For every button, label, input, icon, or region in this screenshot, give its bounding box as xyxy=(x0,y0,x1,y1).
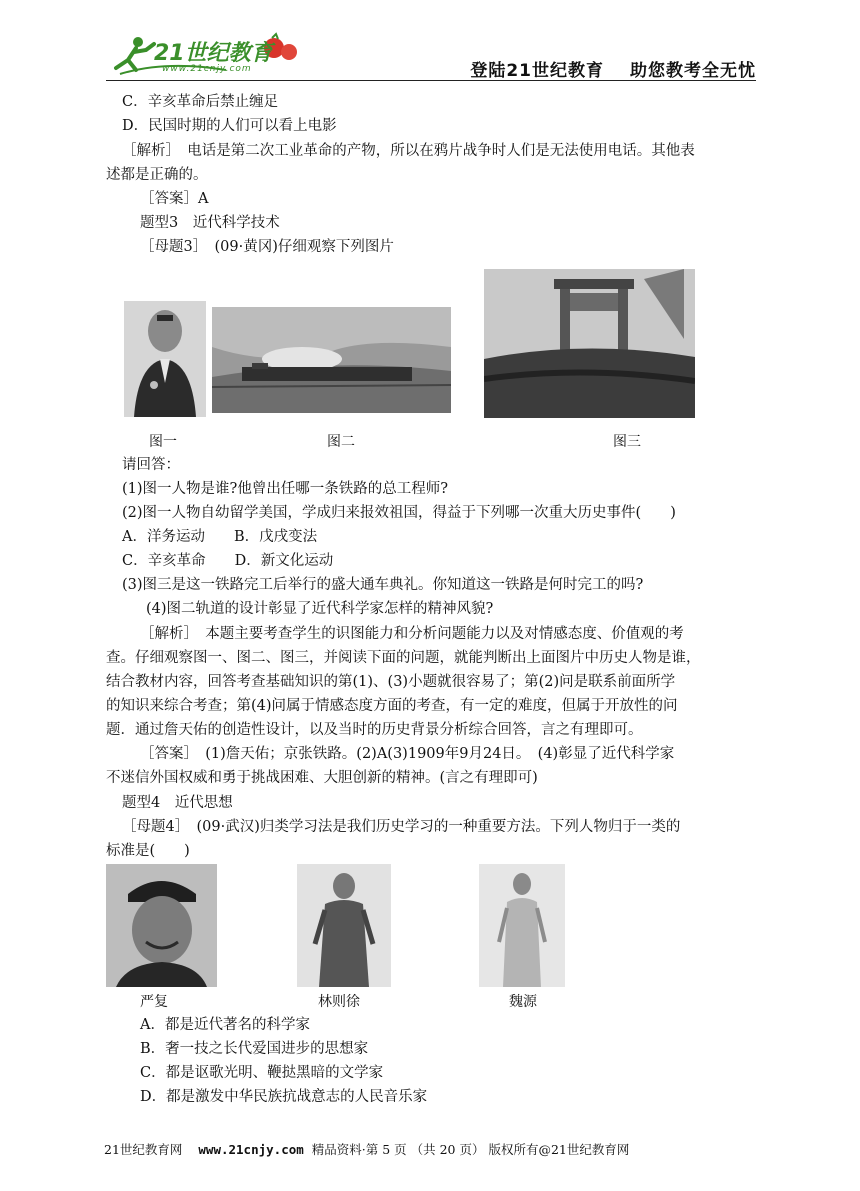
subquestion-4: (4)图二轨道的设计彰显了近代科学家怎样的精神风貌? xyxy=(146,601,494,617)
caption-weiyuan: 魏源 xyxy=(509,994,537,1010)
analysis-1-cont: 述都是正确的。 xyxy=(106,167,208,183)
answer-1: ［答案］A xyxy=(140,191,209,207)
caption-fig1: 图一 xyxy=(149,434,177,450)
ceremony-photo-fig3 xyxy=(484,269,695,418)
option-d: D．民国时期的人们可以看上电影 xyxy=(122,118,337,134)
options-cd: C．辛亥革命 D．新文化运动 xyxy=(122,553,334,569)
logo-url: www.21cnjy.com xyxy=(162,64,252,74)
header-divider xyxy=(106,80,756,81)
section-title-3: 题型3 近代科学技术 xyxy=(140,215,280,231)
answer-3-line1: ［答案］ (1)詹天佑；京张铁路。(2)A(3)1909年9月24日。 (4)彰显了近代科学家 xyxy=(140,746,675,762)
question-4-line1: ［母题4］ (09·武汉)归类学习法是我们历史学习的一种重要方法。下列人物归于一类的 xyxy=(122,819,681,835)
railway-photo-fig2 xyxy=(212,307,451,413)
analysis-3-line4: 的知识来综合考查；第(4)问属于情感态度方面的考查，有一定的难度，但属于开放性的问 xyxy=(106,698,678,714)
option-c: C．辛亥革命后禁止缠足 xyxy=(122,94,279,110)
portrait-photo-fig1 xyxy=(124,301,206,417)
caption-fig3: 图三 xyxy=(613,434,641,450)
site-logo xyxy=(106,30,306,80)
option-4d: D．都是激发中华民族抗战意志的人民音乐家 xyxy=(140,1089,428,1105)
question-3-title: ［母题3］ (09·黄冈)仔细观察下列图片 xyxy=(140,239,394,255)
option-4b: B．奢一技之长代爱国进步的思想家 xyxy=(140,1041,369,1057)
subquestion-1: (1)图一人物是谁?他曾出任哪一条铁路的总工程师? xyxy=(122,481,449,497)
analysis-3-line2: 查。仔细观察图一、图二、图三，并阅读下面的问题，就能判断出上面图片中历史人物是谁， xyxy=(106,650,701,666)
analysis-3-line1: ［解析］ 本题主要考查学生的识图能力和分析问题能力以及对情感态度、价值观的考 xyxy=(140,626,684,642)
portrait-weiyuan xyxy=(479,864,565,987)
option-4c: C．都是讴歌光明、鞭挞黑暗的文学家 xyxy=(140,1065,384,1081)
option-4a: A．都是近代著名的科学家 xyxy=(140,1017,310,1033)
caption-yanfu: 严复 xyxy=(140,994,168,1010)
subquestion-3: (3)图三是这一铁路完工后举行的盛大通车典礼。你知道这一铁路是何时完工的吗? xyxy=(122,577,644,593)
prompt-answer: 请回答： xyxy=(122,457,180,473)
page-footer xyxy=(104,1140,629,1158)
slogan-left: 登陆21世纪教育 xyxy=(470,61,604,81)
logo-title: 21世纪教育 xyxy=(154,41,273,66)
caption-linzexu: 林则徐 xyxy=(318,994,360,1010)
analysis-1: ［解析］ 电话是第二次工业革命的产物，所以在鸦片战争时人们是无法使用电话。其他表 xyxy=(122,143,695,159)
header-slogan xyxy=(470,56,756,81)
subquestion-2: (2)图一人物自幼留学美国，学成归来报效祖国，得益于下列哪一次重大历史事件( ) xyxy=(122,505,676,521)
portrait-yanfu xyxy=(106,864,217,987)
footer-left: 21世纪教育网 xyxy=(104,1142,183,1157)
analysis-3-line5: 题．通过詹天佑的创造性设计，以及当时的历史背景分析综合回答，言之有理即可。 xyxy=(106,722,643,738)
portrait-linzexu xyxy=(297,864,391,987)
footer-right: 精品资料·第 5 页 （共 20 页） 版权所有@21世纪教育网 xyxy=(311,1142,630,1157)
question-4-line2: 标准是( ) xyxy=(106,843,190,859)
analysis-3-line3: 结合教材内容，回答考查基础知识的第(1)、(3)小题就很容易了；第(2)问是联系前面所学 xyxy=(106,674,676,690)
answer-3-line2: 不迷信外国权威和勇于挑战困难、大胆创新的精神。(言之有理即可) xyxy=(106,770,538,786)
slogan-right: 助您教考全无忧 xyxy=(630,61,756,81)
caption-fig2: 图二 xyxy=(327,434,355,450)
footer-site: www.21cnjy.com xyxy=(198,1142,304,1157)
section-title-4: 题型4 近代思想 xyxy=(122,795,233,811)
options-ab: A．洋务运动 B．戊戌变法 xyxy=(122,529,318,545)
